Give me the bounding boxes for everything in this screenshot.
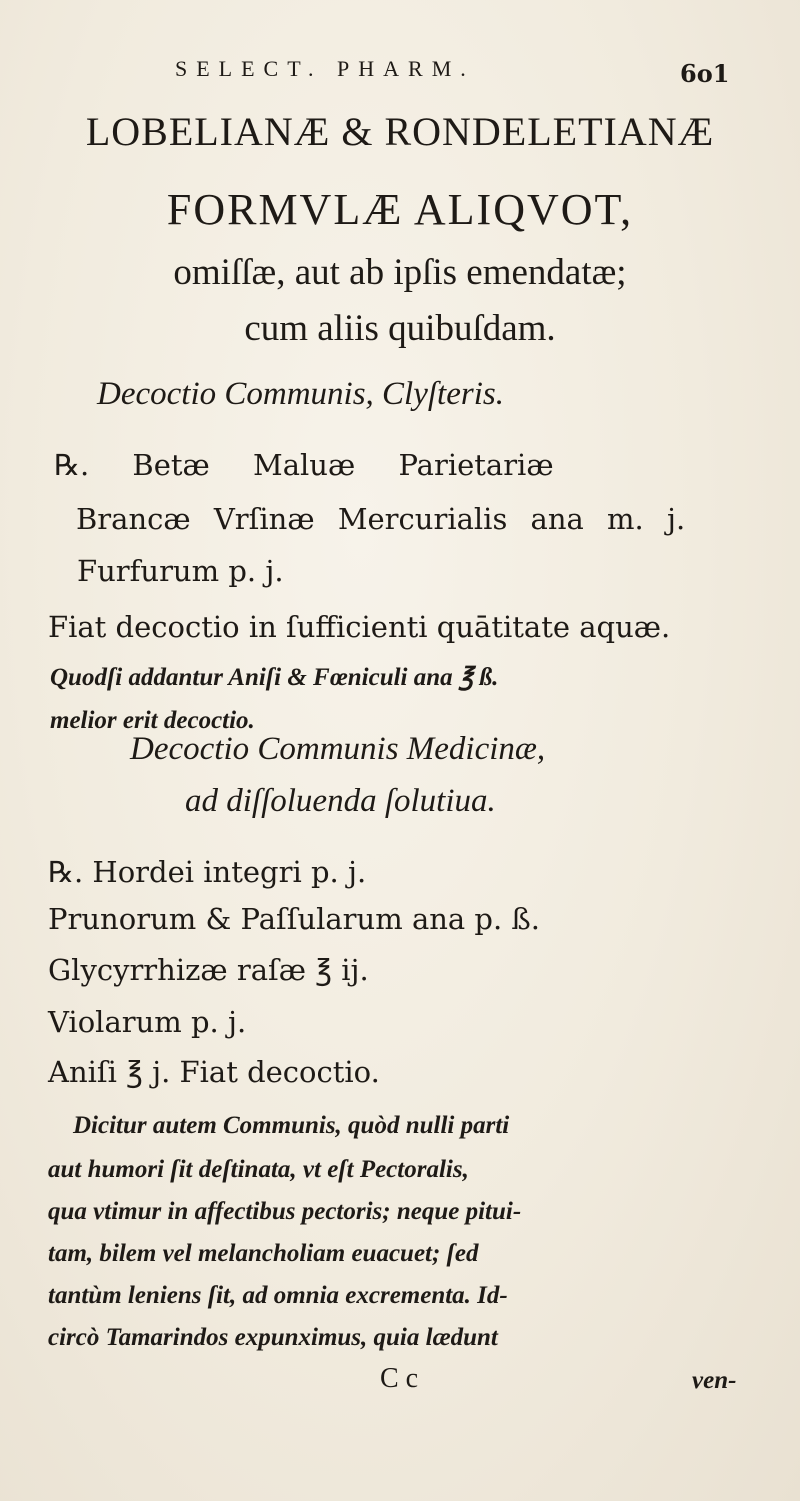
recipe-2-paragraph-line-2: aut humori ſit deſtinata, vt eſt Pectoralis,: [48, 1156, 469, 1183]
recipe-2-line-2: Prunorum & Paſſularum ana p. ß.: [48, 902, 541, 936]
recipe-2-heading-2: ad diſſoluenda ſolutiua.: [185, 783, 496, 819]
recipe-2-paragraph-line-3: qua vtimur in affectibus pectoris; neque pitui-: [48, 1198, 522, 1225]
running-head: SELECT. PHARM.: [175, 56, 475, 81]
recipe-2-paragraph-line-6: circò Tamarindos expunximus, quia lædunt: [48, 1324, 498, 1351]
recipe-1-note-1: Quodſi addantur Aniſi & Fœniculi ana ℥ ß.: [50, 664, 499, 691]
signature-mark: C c: [380, 1363, 419, 1394]
recipe-2-heading-1: Decoctio Communis Medicinæ,: [130, 731, 546, 767]
recipe-1-line-3: Furfurum p. j.: [77, 554, 284, 588]
recipe-1-line-4: Fiat decoctio in ſufficienti quātitate aquæ.: [48, 610, 671, 644]
recipe-1-heading: Decoctio Communis, Clyſteris.: [97, 376, 504, 412]
recipe-1-line-1: ℞. Betæ Maluæ Parietariæ: [54, 448, 554, 482]
recipe-2-line-4: Violarum p. j.: [48, 1005, 247, 1039]
title-line-2: FORMVLÆ ALIQVOT,: [166, 185, 634, 234]
page-number: 6o1: [680, 59, 730, 88]
recipe-2-paragraph-line-4: tam, bilem vel melancholiam euacuet; ſed: [48, 1240, 479, 1267]
recipe-2-line-1: ℞. Hordei integri p. j.: [48, 855, 367, 889]
recipe-2-line-3: Glycyrrhizæ raſæ ℥ ij.: [48, 953, 369, 987]
recipe-2-paragraph-line-5: tantùm leniens ſit, ad omnia excrementa. Id-: [48, 1282, 508, 1309]
recipe-1-note-2: melior erit decoctio.: [50, 707, 255, 734]
title-line-3: omiſſæ, aut ab ipſis emendatæ;: [173, 252, 627, 293]
recipe-1-line-2: Brancæ Vrſinæ Mercurialis ana m. j.: [76, 502, 686, 536]
recipe-2-paragraph-line-1: Dicitur autem Communis, quòd nulli parti: [73, 1112, 510, 1139]
recipe-2-line-5: Aniſi ℥ j. Fiat decoctio.: [48, 1055, 380, 1089]
catchword: ven-: [692, 1367, 737, 1394]
title-line-1: LOBELIANÆ & RONDELETIANÆ: [85, 109, 715, 154]
title-line-4: cum aliis quibuſdam.: [244, 308, 556, 349]
